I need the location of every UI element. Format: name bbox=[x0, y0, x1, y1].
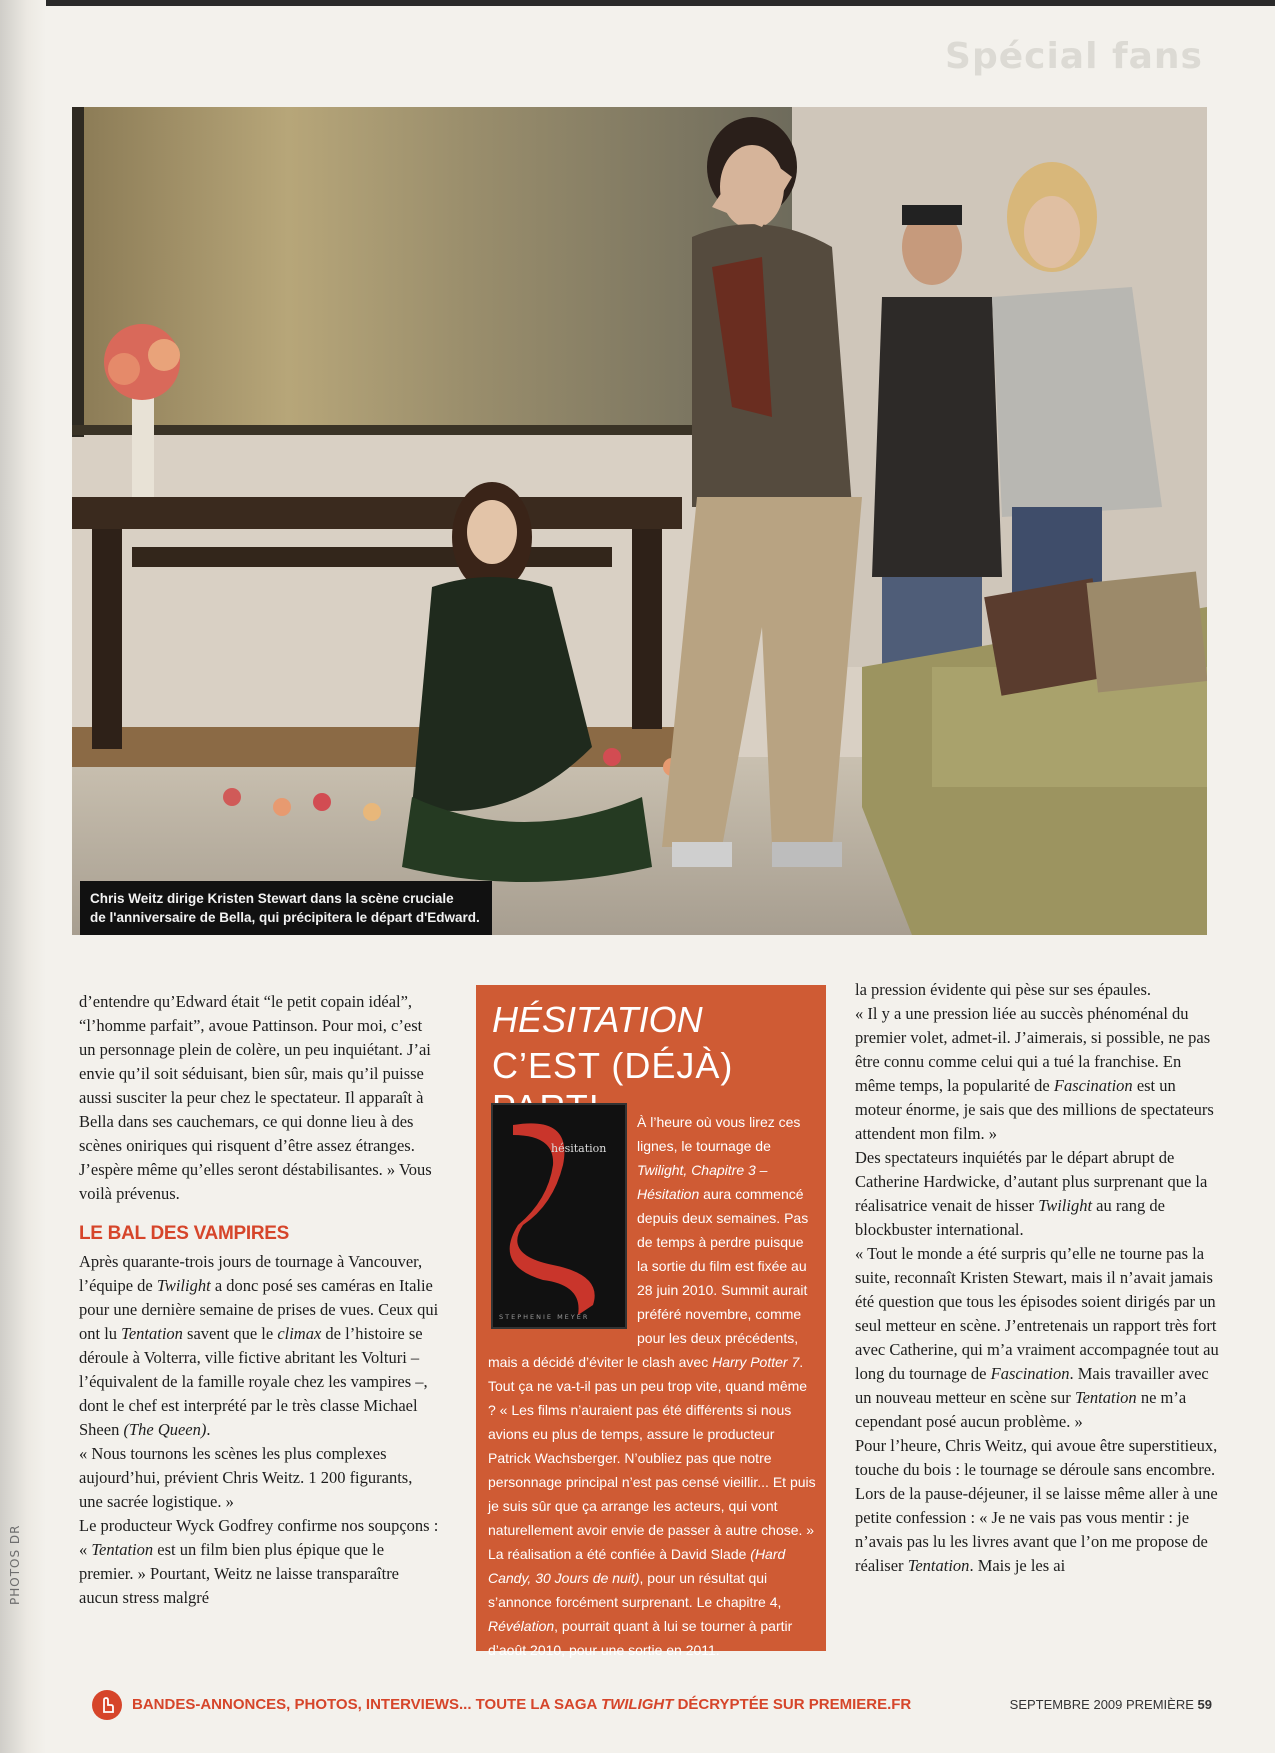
paragraph: « Il y a une pression liée au succès phénoménal du premier volet, admet-il. J’aimerais, si possible, ne pas être connu comme celui qui a tué la franchise. En même temps, la popularité de Fascination est un moteur énorme, je sais que des millions de spectateurs attendent mon film. » bbox=[855, 1004, 1214, 1143]
photo-caption bbox=[80, 881, 492, 935]
binding-gutter bbox=[0, 0, 46, 1753]
book-title: hésitation bbox=[551, 1142, 607, 1155]
paragraph: Pour l’heure, Chris Weitz, qui avoue être superstitieux, touche du bois : le tournage se déroule sans encombre. Lors de la pause-déjeuner, il se laisse même aller à une petite confession : « Je ne vais pas vous mentir : je n’avais pas lu les livres avant que l’on me propose de réaliser Tentation. Mais je les ai bbox=[855, 1436, 1218, 1575]
paragraph: « Nous tournons les scènes les plus complexes aujourd’hui, prévient Chris Weitz. 1 200 figurants, une sacrée logistique. » bbox=[79, 1444, 413, 1511]
caption-line-1: Chris Weitz dirige Kristen Stewart dans la scène cruciale bbox=[90, 891, 454, 906]
sidebar-box bbox=[476, 985, 826, 1658]
hand-pointer-icon bbox=[92, 1690, 122, 1720]
issue-label: SEPTEMBRE 2009 PREMIÈRE bbox=[1009, 1697, 1194, 1712]
sidebar-text: hésitation STEPHENIE MEYER À l’heure où vous lirez ces lignes, le tournage de Twilight, Chapitre 3 – Hésitation aura commencé depuis deux semaines. Pas de temps à perdre puisque la sortie du film est fixée au 28 juin 2010. Summit aurait préféré novembre, comme pour les deux précédents, mais a décidé d’éviter le clash avec Harry Potter 7. Tout ça ne va-t-il pas un peu trop vite, quand même ? « Les films n’auraient pas été différents si nous avions eu plus de temps, assure le producteur Patrick Wachsberger. N’oubliez pas que notre personnage principal n’est pas censé vieillir... Et puis je suis sûr que ça arrange les acteurs, qui vont naturellement avoir envie de passer à autre chose. » La réalisation a été confiée à David Slade (Hard Candy, 30 Jours de nuit), pour un résultat qui s’annonce forcément surprenant. Le chapitre 4, Révélation, pourrait quant à lui se tourner à partir d’août 2010, pour une sortie en 2011. bbox=[488, 1110, 816, 1662]
page-top-edge bbox=[0, 0, 1275, 6]
sidebar-title-line-2: C’EST (DÉJÀ) bbox=[492, 1045, 734, 1086]
article-column-1 bbox=[79, 990, 439, 1610]
subheading: LE BAL DES VAMPIRES bbox=[79, 1223, 290, 1244]
book-author: STEPHENIE MEYER bbox=[499, 1313, 590, 1321]
paragraph: Des spectateurs inquiétés par le départ abrupt de Catherine Hardwicke, d’autant plus surprenant que la réalisatrice venait de hisser Twilight au rang de blockbuster international. bbox=[855, 1148, 1208, 1239]
main-photo bbox=[72, 107, 1207, 935]
paragraph: Après quarante-trois jours de tournage à Vancouver, l’équipe de Twilight a donc posé ses caméras en Italie pour une dernière semaine de prises de vues. Ceux qui ont lu Tentation savent que le climax de l’histoire se déroule à Volterra, ville fictive abritant les Volturi – l’équivalent de la famille royale chez les vampires –, dont le chef est interprété par le très classe Michael Sheen (The Queen). bbox=[79, 1252, 439, 1439]
page-folio bbox=[1010, 1697, 1212, 1712]
caption-line-2: de l'anniversaire de Bella, qui précipitera le départ d'Edward. bbox=[90, 910, 480, 925]
paragraph: la pression évidente qui pèse sur ses épaules. bbox=[855, 980, 1152, 999]
section-label: Spécial fans bbox=[945, 36, 1203, 77]
photo-credit: PHOTOS DR bbox=[8, 1524, 22, 1605]
book-cover-image bbox=[491, 1103, 627, 1329]
page-footer bbox=[92, 1690, 1212, 1720]
paragraph: d’entendre qu’Edward était “le petit copain idéal”, “l’homme parfait”, avoue Pattinson. Pour moi, c’est un personnage plein de colère, un peu inquiétant. J’ai envie qu’il soit séduisant, bien sûr, mais qu’il puisse aussi susciter la peur chez le spectateur. Il apparaît à Bella dans ses cauchemars, ce qui donne lieu à des scènes oniriques qui risquent d’être assez étranges. J’espère même qu’elles seront déstabilisantes. » Vous voilà prévenus. bbox=[79, 992, 432, 1203]
sidebar-title-line-1: HÉSITATION bbox=[492, 999, 703, 1040]
paragraph: « Tout le monde a été surpris qu’elle ne tourne pas la suite, reconnaît Kristen Stewart, mais il n’avait jamais été question que tous les épisodes soient dirigés par un seul metteur en scène. J’entretenais un rapport très fort avec Catherine, qui m’a vraiment accompagnée tout au long du tournage de Fascination. Mais travailler avec un nouveau metteur en scène sur Tentation ne m’a cependant posé aucun problème. » bbox=[855, 1244, 1219, 1431]
website-promo-link[interactable]: BANDES-ANNONCES, PHOTOS, INTERVIEWS... TOUTE LA SAGA TWILIGHT DÉCRYPTÉE SUR PREMIERE.FR bbox=[132, 1696, 912, 1713]
photo-illustration bbox=[72, 107, 1207, 935]
paragraph: Le producteur Wyck Godfrey confirme nos soupçons : « Tentation est un film bien plus épique que le premier. » Pourtant, Weitz ne laisse transparaître aucun stress malgré bbox=[79, 1516, 439, 1607]
page-number: 59 bbox=[1197, 1697, 1212, 1712]
article-column-3 bbox=[855, 978, 1220, 1578]
